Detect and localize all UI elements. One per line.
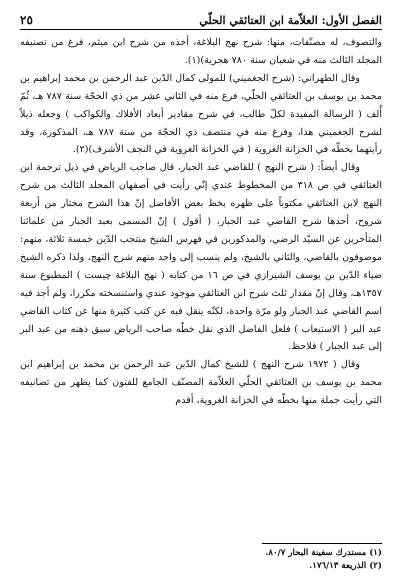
page-number: ٢٥ <box>20 13 33 27</box>
footnote: (١) مستدرك سفينة البحار ٨٠/٧. <box>265 548 382 558</box>
footnote-divider <box>262 543 382 544</box>
paragraph: وقال الطهراني: (شرح الجغميني) للمولى كمال الدّين عبد الرحمن بن محمد إبراهيم بن محمد بن يوسف بن العتائقي الحلّي، فرغ منه في الثاني عشر من ذي الحجّة سنة ٧٨٧ هـ، ثُمّ أُلف ( الرسالة المفيدة لكلّ طالب، في شرح مقادير أبعاد الأفلاك والكواكب ) وجعله ذيلاً لشرح الجغميني هذا، وفرغ منه في منتصف ذي الحجّة من سنة ٧٨٧ هـ، المذكورة، وقد رأيتهما بخطّه في الخزانة الغروية ( في الخزانة الغروية في النجف الأشرف)(٢). <box>20 72 382 156</box>
running-header <box>20 8 382 30</box>
footnotes <box>20 547 382 573</box>
body-text <box>20 34 382 410</box>
paragraph: والتصوف، له مصنّفات، منها: شرح نهج البلاغة، أخذه من شرح ابن ميثم، فرغ من تصنيفه المجلد الثالث منه في شعبان سنة ٧٨٠ هجرية)(١). <box>20 37 382 66</box>
paragraph: وقال ( ١٩٧٢ شرح النهج ) للشيخ كمال الدّين عبد الرحمن بن محمد بن إبراهيم ابن محمد بن يوسف بن العتائقي الحلّي العلاّمة المصنّف الجامع للفنون كما يظهر من تصانيفه التي رأيت جملة منها بخطّه في الخزانة الغروية، أقدم <box>20 359 382 407</box>
chapter-title: الفصل الأول: العلاّمة ابن العتائقي الحلّي <box>199 14 382 27</box>
paragraph: وقال أيضاً: ( شرح النهج ) للقاضي عبد الجبار، قال صاحب الرياض في ذيل ترجمة ابن العتائقي في ص ٣١٨ من المخطوط عندي إنّي رأيت في أصفهان المجلد الثالث من شرح النهج لابن العتائقي مكتوباً على ظهره بخط بعض الأفاضل إنّ هذا الشرح مختار من أربعة شروح، أحدها شرح القاضي عبد الجبار، ( أقول ) إنّ المسمى بعبد الجبار من علمائنا المتأخرين عن السيّد الرضي، والمذكورين في فهرس الشيخ منتجب الدّين خمسة ثلاثة، منهم: موصوفون بالقاضي، والثاني بالشيخ، ولم ينسب إلى واحد منهم شرح النهج، ولذا ذكره الشيخ ضياء الدّين بن يوسف الشيرازي في ص ١٦ من كتابه ( نهج البلاغة چيست ) المطبوع سنة ١٣٥٧هـ، وقال إنّ مقدار ثلث شرح ابن العتائقي موجود عندي واستنسخته مكررا، ولم أجد فيه اسم القاضي عبد الجبار ولو مرّة واحدة، لكنّه ينقل فيه عن كتب كثيرة منها عن كتاب القاضي عبد البر ( الاستيعاب ) فلعل الفاضل الذي نقل خطّه صاحب الرياض سبق ذهنه من عبد البر إلى عبد الجبار ) فلاحظ. <box>20 162 383 353</box>
footnote: (٢) الذريعة ١٧٦/١٣. <box>309 561 382 571</box>
